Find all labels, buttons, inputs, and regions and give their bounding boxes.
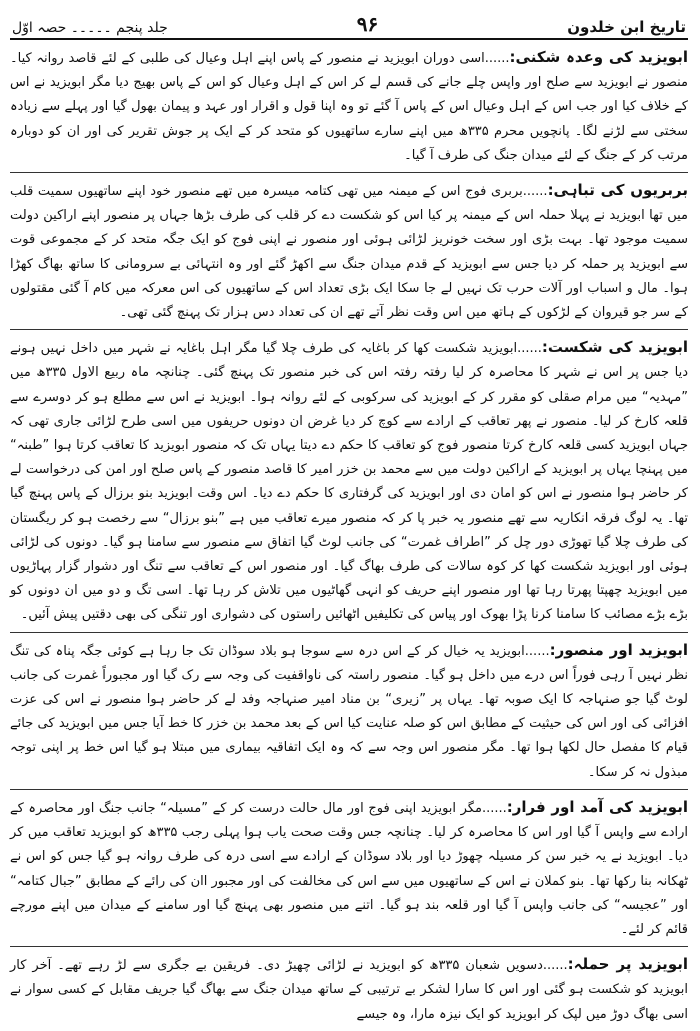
- book-title: تاریخ ابن خلدون: [567, 18, 686, 36]
- section-arrival-and-flight: [10, 790, 688, 947]
- section-defeat: [10, 330, 688, 632]
- section-promise-breaking: [10, 40, 688, 173]
- section-text: ابویزید شکست کھا کر باغایہ کی طرف چلا گیا مگر اہل باغایہ نے شہر میں داخل نہیں ہونے دیا جس پر اس نے شہر کا محاصرہ کر لیا رفتہ رفتہ اس کی خبر منصور تک پہنچ گئی۔ چنانچہ ماہ ربیع الاول ۳۳۵ھ میں ”مہدیہ“ میں مرام صقلی کو مقرر کر کے ابویزید کی سرکوبی کے لئے روانہ ہوا۔ ابویزید نے اس سے مطلع ہو کر دوسرے سے قلعہ کارخ کر لیا۔ منصور نے پھر تعاقب کے ارادے سے کوچ کر دیا غرض ان دونوں حریفوں میں اسی طرح لڑائی جاری تھی کہ جہاں ابویزید کسی قلعہ کارخ کرتا منصور فوج کو تعاقب کا حکم دے دیتا یہاں تک کہ منصور ابویزید کا تعاقب کرتا ہوا ”طبنہ“ میں پہنچا یہاں پر ابویزید کے اراکین دولت میں سے محمد بن خزر امیر کا قاصد منصور کے پاس صلح اور امن کی درخواست لے کر حاضر ہوا منصور نے اس کو امان دی اور ابویزید کی گرفتاری کا حکم دے دیا۔ اس وقت ابویزید بنو برزال کے پاس پہنچ گیا تھا۔ یہ لوگ فرقہ انکاریہ سے تھے منصور یہ خبر پا کر کہ منصور میرے تعاقب میں ہے ”بنو برزال“ سے رخصت ہو کر ریگستان کی طرف چلا گیا تھوڑی دور چل کر ”اطراف غمرت“ کی جانب لوٹ گیا اتفاق سے منصور سے سامنا ہو گیا۔ دونوں کی لڑائی ہوئی اور ابویزید شکست کھا کر کوہ سالات کی طرف بھاگ گیا۔ اور منصور اس کے تعاقب سے تنگ اور دشوار گزار پہاڑیوں میں ابویزید چھپتا پھرتا رہا تھا اور منصور اپنے حریف کو انہی گھاٹیوں میں تلاش کر رہا تھا۔ اسی تگ و دو میں ان دونوں کو بڑے بڑے مصائب کا سامنا کرنا پڑا بھوک اور پیاس کی تکلیفیں اٹھائیں راستوں کی دشواری اور تنگی کی بھی دقتیں پیش آئیں۔: [10, 341, 688, 623]
- section-heading: ابویزید پر حملہ:: [567, 955, 688, 974]
- section-heading: ابویزید کی شکست:: [541, 338, 688, 357]
- section-paragraph: ابویزید کی آمد اور فرار:......مگر ابویزید اپنی فوج اور مال حالت درست کر کے ”مسیلہ“ جانب جنگ اور محاصرہ کے ارادے سے واپس آ گیا اور اس کا محاصرہ کر لیا۔ چنانچہ جس وقت صحت یاب ہوا پہلی رجب ۳۳۵ھ کو ابویزید تعاقب میں کر دیا۔ ابویزید نے یہ خبر سن کر مسیلہ چھوڑ دیا اور بلاد سوڈان کے ارادے سے اسی درہ کی طرف روانہ ہو گیا جس کو اس نے ٹھکانہ بنا رکھا تھا۔ بنو کملان نے اس کے ساتھیوں میں سے اس کی مخالفت کی اور مجبور اان کی رائے کے مطابق ”جبال کتامہ“ اور ”عجیسہ“ کی جانب واپس آ گیا اور قلعہ بند ہو گیا۔ اتنے میں منصور بھی پہنچ گیا اور سامنے کے میدان میں اپنے مورچے قائم کر لئے۔: [10, 797, 689, 937]
- section-attack: [10, 947, 688, 1031]
- section-heading: ابویزید کی آمد اور فرار:: [506, 797, 688, 816]
- section-paragraph: بربریوں کی تباہی:......بربری فوج اس کے میمنہ میں تھی کتامہ میسرہ میں تھے منصور خود اپنے ساتھیوں سمیت قلب میں تھا ابویزید نے پہلا حملہ اس کے میمنہ پر کیا اس کو شکست دے کر قلب کی طرف بڑھا جہاں پر منصور اپنے اراکین دولت سمیت موجود تھا۔ بہت بڑی اور سخت خونریز لڑائی ہوئی اور منصور نے اپنی فوج کو ایک جگہ متحد کر کے مجموعی قوت سے ابویزید پر حملہ کر دیا جس سے ابویزید کے قدم میدان جنگ سے اکھڑ گئے اور وہ انتہائی بے سرومانی کا ساتھ بھاگ کھڑا ہوا۔ مال و اسباب اور آلات حرب تک نہیں لے جا سکا ایک بڑی تعداد اس کے ساتھیوں کی اس معرکہ میں کام آ گئی مقتولوں کے سر جو قیروان کے لڑکوں کے ہاتھ میں اس وقت نظر آتے تھے ان کی تعداد دس ہزار تک پہنچ گئی تھی۔: [10, 181, 688, 321]
- page-number: ۹۶: [356, 12, 379, 36]
- section-text: اسی دوران ابویزید نے منصور کے پاس اپنے اہل وعیال کی طلبی کے لئے قاصد روانہ کیا۔ منصور نے ابویزید سے صلح اور واپس چلے جانے کی قسم لے کر اس کے اہل وعیال کو اس کے پاس بھیج دیا مگر ابویزید نے اس کے خلاف کیا اور جب اس کے اہل وعیال اس کے پاس آ گئے تو وہ اپنا قول و اقرار اور عہد و پیمان بھول گیا اور پہلے سے زیادہ سختی سے لڑنے لگا۔ پانچویں محرم ۳۳۵ھ میں اپنے سارے ساتھیوں کو متحد کر کے ایک پر جوش تقریر کی اور ان کو دوبارہ مرتب کر کے جنگ کے لئے میدان جنگ کی طرف آ گیا۔: [10, 51, 688, 163]
- section-paragraph: ابویزید کی شکست:......ابویزید شکست کھا کر باغایہ کی طرف چلا گیا مگر اہل باغایہ نے شہر میں داخل نہیں ہونے دیا جس پر اس نے شہر کا محاصرہ کر لیا رفتہ رفتہ اس کی خبر منصور تک پہنچ گئی۔ چنانچہ ماہ ربیع الاول ۳۳۵ھ میں ”مہدیہ“ میں مرام صقلی کو مقرر کر کے ابویزید کی سرکوبی کے لئے روانہ ہوا۔ ابویزید نے اس سے مطلع ہو کر دوسرے سے قلعہ کارخ کر لیا۔ منصور نے پھر تعاقب کے ارادے سے کوچ کر دیا غرض ان دونوں حریفوں میں اسی طرح لڑائی جاری تھی کہ جہاں ابویزید کسی قلعہ کارخ کرتا منصور فوج کو تعاقب کا حکم دے دیتا یہاں تک کہ منصور ابویزید کا تعاقب کرتا ہوا ”طبنہ“ میں پہنچا یہاں پر ابویزید کے اراکین دولت میں سے محمد بن خزر امیر کا قاصد منصور کے پاس صلح اور امن کی درخواست لے کر حاضر ہوا منصور نے اس کو امان دی اور ابویزید کی گرفتاری کا حکم دے دیا۔ اس وقت ابویزید بنو برزال کے پاس پہنچ گیا تھا۔ یہ لوگ فرقہ انکاریہ سے تھے منصور یہ خبر پا کر کہ منصور میرے تعاقب میں ہے ”بنو برزال“ سے رخصت ہو کر ریگستان کی طرف چلا گیا تھوڑی دور چل کر ”اطراف غمرت“ کی جانب لوٹ گیا اتفاق سے منصور سے سامنا ہو گیا۔ دونوں کی لڑائی ہوئی اور ابویزید شکست کھا کر کوہ سالات کی طرف بھاگ گیا۔ اور منصور اس کے تعاقب سے تنگ اور دشوار گزار پہاڑیوں میں ابویزید چھپتا پھرتا رہا تھا اور منصور اپنے حریف کو انہی گھاٹیوں میں تلاش کر رہا تھا۔ اسی تگ و دو میں ان دونوں کو بڑے بڑے مصائب کا سامنا کرنا پڑا بھوک اور پیاس کی تکلیفیں اٹھائیں راستوں کی دشواری اور تنگی کی بھی دقتیں پیش آئیں۔: [10, 338, 688, 623]
- section-paragraph: ابویزید پر حملہ:......دسویں شعبان ۳۳۵ھ کو ابویزید نے لڑائی چھیڑ دی۔ فریقین بے جگری سے لڑ رہے تھے۔ آخر کار ابویزید کو شکست ہو گئی اور اس کا سارا لشکر بے ترتیبی کے ساتھ میدان جنگ سے بھاگ گیا جریف مقابل کے کسی سوار نے اسی بھاگ دوڑ میں لپک کر ابویزید کو ایک نیزہ مارا، وہ جیسے: [10, 955, 688, 1022]
- section-text: ابویزید یہ خیال کر کے اس درہ سے سوجا ہو بلاد سوڈان تک جا رہا ہے کوئی جگہ پناہ کی تنگ نظر نہیں آ رہی فوراً اس درے میں داخل ہو گیا۔ منصور راستہ کی ناواقفیت کی وجہ سے رک گیا اور مجبوراً غمرت کی جانب لوٹ گیا جو صنہاجہ کا ایک صوبہ تھا۔ یہاں پر ”زیری“ بن مناد امیر صنہاجہ وفد لے کر حاضر ہوا منصور نے اس کی عزت افزائی کی اور اس کی حیثیت کے مطابق اس کو صلہ عنایت کیا اس کے بعد محمد بن خزر کا خط آیا جس میں ابویزید کی جائے قیام کا مفصل حال لکھا ہوا تھا۔ مگر منصور اس وجہ سے کہ وہ ایک اتفاقیہ بیماری میں مبتلا ہو گیا اس خط پر اپنی توجہ مبذول نہ کر سکا۔: [10, 643, 688, 780]
- section-text: دسویں شعبان ۳۳۵ھ کو ابویزید نے لڑائی چھیڑ دی۔ فریقین بے جگری سے لڑ رہے تھے۔ آخر کار ابویزید کو شکست ہو گئی اور اس کا سارا لشکر بے ترتیبی کے ساتھ میدان جنگ سے بھاگ گیا جریف مقابل کے کسی سوار نے اسی بھاگ دوڑ میں لپک کر ابویزید کو ایک نیزہ مارا، وہ جیسے: [10, 958, 688, 1022]
- section-abu-yazid-and-mansur: [10, 633, 688, 790]
- section-paragraph: ابویزید اور منصور:......ابویزید یہ خیال کر کے اس درہ سے سوجا ہو بلاد سوڈان تک جا رہا ہے کوئی جگہ پناہ کی تنگ نظر نہیں آ رہی فوراً اس درے میں داخل ہو گیا۔ منصور راستہ کی ناواقفیت کی وجہ سے رک گیا اور مجبوراً غمرت کی جانب لوٹ گیا جو صنہاجہ کا ایک صوبہ تھا۔ یہاں پر ”زیری“ بن مناد امیر صنہاجہ وفد لے کر حاضر ہوا منصور نے اس کی عزت افزائی کی اور اس کی حیثیت کے مطابق اس کو صلہ عنایت کیا اس کے بعد محمد بن خزر کا خط آیا جس میں ابویزید کی جائے قیام کا مفصل حال لکھا ہوا تھا۔ مگر منصور اس وجہ سے کہ وہ ایک اتفاقیہ بیماری میں مبتلا ہو گیا اس خط پر اپنی توجہ مبذول نہ کر سکا۔: [10, 640, 689, 780]
- section-text: بربری فوج اس کے میمنہ میں تھی کتامہ میسرہ میں تھے منصور خود اپنے ساتھیوں سمیت قلب میں تھا ابویزید نے پہلا حملہ اس کے میمنہ پر کیا اس کو شکست دے کر قلب کی طرف بڑھا جہاں پر منصور اپنے اراکین دولت سمیت موجود تھا۔ بہت بڑی اور سخت خونریز لڑائی ہوئی اور منصور نے اپنی فوج کو ایک جگہ متحد کر کے مجموعی قوت سے ابویزید پر حملہ کر دیا جس سے ابویزید کے قدم میدان جنگ سے اکھڑ گئے اور وہ انتہائی بے سرومانی کا ساتھ بھاگ کھڑا ہوا۔ مال و اسباب اور آلات حرب تک نہیں لے جا سکا ایک بڑی تعداد اس کے ساتھیوں کی اس معرکہ میں کام آ گئی مقتولوں کے سر جو قیروان کے لڑکوں کے ہاتھ میں اس وقت نظر آتے تھے ان کی تعداد دس ہزار تک پہنچ گئی تھی۔: [10, 184, 688, 321]
- section-text: مگر ابویزید اپنی فوج اور مال حالت درست کر کے ”مسیلہ“ جانب جنگ اور محاصرہ کے ارادے سے واپس آ گیا اور اس کا محاصرہ کر لیا۔ چنانچہ جس وقت صحت یاب ہوا پہلی رجب ۳۳۵ھ کو ابویزید تعاقب میں کر دیا۔ ابویزید نے یہ خبر سن کر مسیلہ چھوڑ دیا اور بلاد سوڈان کے ارادے سے اسی درہ کی طرف روانہ ہو گیا جس کو اس نے ٹھکانہ بنا رکھا تھا۔ بنو کملان نے اس کے ساتھیوں میں سے اس کی مخالفت کی اور مجبور اان کی رائے کے مطابق ”جبال کتامہ“ اور ”عجیسہ“ کی جانب واپس آ گیا اور قلعہ بند ہو گیا۔ اتنے میں منصور بھی پہنچ گیا اور سامنے کے میدان میں اپنے مورچے قائم کر لئے۔: [10, 800, 689, 937]
- section-paragraph: ابویزید کی وعدہ شکنی:......اسی دوران ابویزید نے منصور کے پاس اپنے اہل وعیال کی طلبی کے لئے قاصد روانہ کیا۔ منصور نے ابویزید سے صلح اور واپس چلے جانے کی قسم لے کر اس کے اہل وعیال کو اس کے پاس بھیج دیا مگر ابویزید نے اس کے خلاف کیا اور جب اس کے اہل وعیال اس کے پاس آ گئے تو وہ اپنا قول و اقرار اور عہد و پیمان بھول گیا اور پہلے سے زیادہ سختی سے لڑنے لگا۔ پانچویں محرم ۳۳۵ھ میں اپنے سارے ساتھیوں کو متحد کر کے ایک پر جوش تقریر کی اور ان کو دوبارہ مرتب کر کے جنگ کے لئے میدان جنگ کی طرف آ گیا۔: [10, 48, 688, 163]
- volume-part: جلد پنجم ۔۔۔۔۔ حصہ اوّل: [12, 20, 168, 36]
- section-berber-destruction: [10, 173, 688, 330]
- section-heading: بربریوں کی تباہی:: [547, 181, 688, 200]
- page-header: [10, 6, 688, 40]
- section-heading: ابویزید کی وعدہ شکنی:: [509, 48, 688, 66]
- section-heading: ابویزید اور منصور:: [549, 640, 689, 659]
